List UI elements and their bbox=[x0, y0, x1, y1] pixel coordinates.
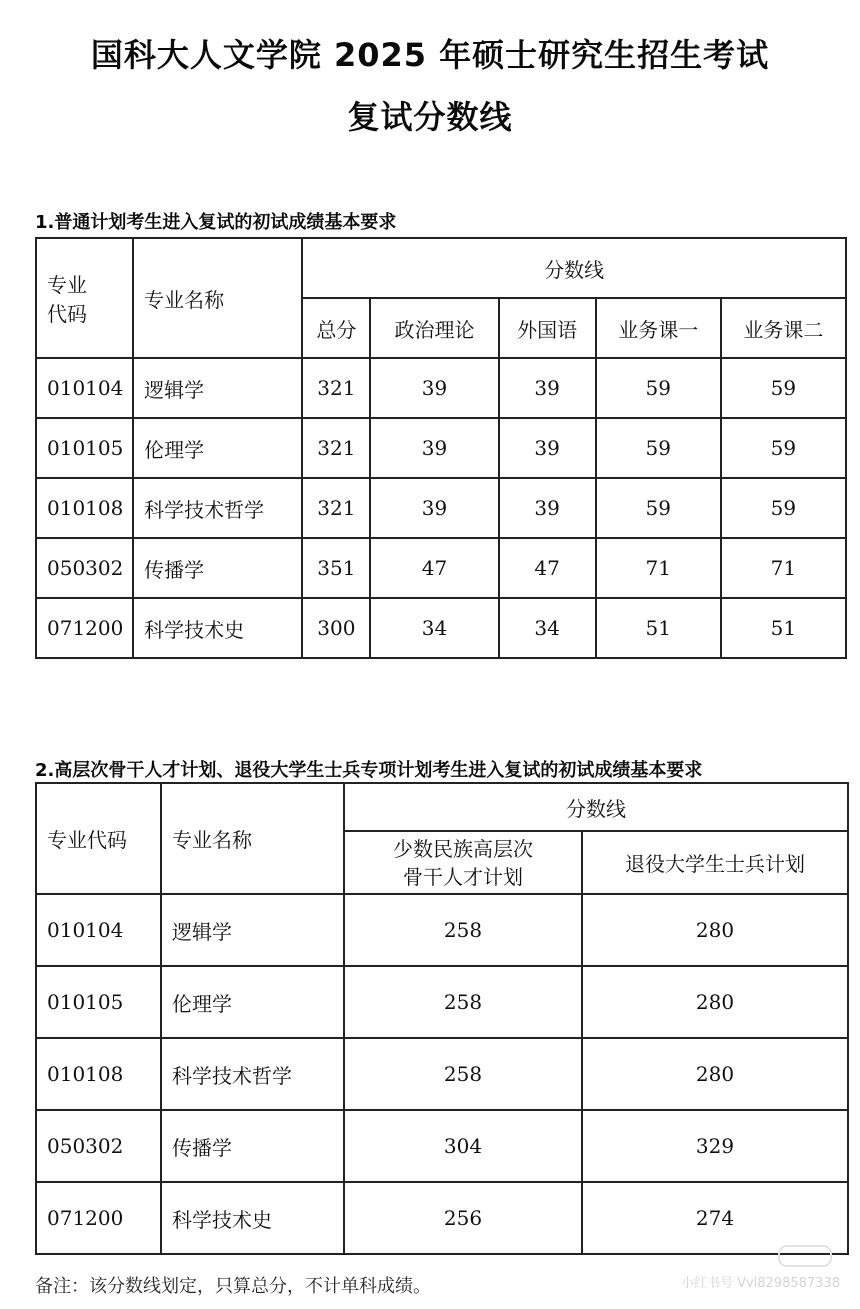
cell-minority: 304 bbox=[344, 1110, 582, 1182]
cell-foreign: 39 bbox=[499, 478, 596, 538]
cell-name: 伦理学 bbox=[133, 418, 302, 478]
section1-heading: 1.普通计划考生进入复试的初试成绩基本要求 bbox=[35, 212, 397, 233]
cell-code: 050302 bbox=[36, 1110, 161, 1182]
cell-course1: 59 bbox=[596, 358, 721, 418]
cell-code: 071200 bbox=[36, 598, 133, 658]
col-header-course1: 业务课一 bbox=[596, 298, 721, 358]
col-header-score-group: 分数线 bbox=[344, 783, 848, 831]
cell-name: 科学技术哲学 bbox=[133, 478, 302, 538]
footnote: 备注：该分数线划定，只算总分，不计单科成绩。 bbox=[35, 1276, 431, 1297]
col-header-minority-plan: 少数民族高层次 骨干人才计划 bbox=[344, 831, 582, 894]
cell-foreign: 39 bbox=[499, 358, 596, 418]
cell-name: 科学技术哲学 bbox=[161, 1038, 344, 1110]
cell-code: 010104 bbox=[36, 894, 161, 966]
cell-course1: 51 bbox=[596, 598, 721, 658]
cell-course1: 71 bbox=[596, 538, 721, 598]
col-header-name: 专业名称 bbox=[161, 783, 344, 894]
cell-politics: 39 bbox=[370, 478, 498, 538]
cell-total: 321 bbox=[302, 418, 370, 478]
col-header-code: 专业 代码 bbox=[36, 238, 133, 358]
cell-code: 010105 bbox=[36, 418, 133, 478]
table-row bbox=[36, 358, 846, 418]
table-row bbox=[36, 1110, 848, 1182]
cell-politics: 39 bbox=[370, 358, 498, 418]
cell-politics: 34 bbox=[370, 598, 498, 658]
cell-name: 逻辑学 bbox=[133, 358, 302, 418]
cell-minority: 258 bbox=[344, 1038, 582, 1110]
cell-foreign: 34 bbox=[499, 598, 596, 658]
col-header-politics: 政治理论 bbox=[370, 298, 498, 358]
cell-veteran: 280 bbox=[582, 1038, 848, 1110]
cell-foreign: 39 bbox=[499, 418, 596, 478]
cell-name: 传播学 bbox=[133, 538, 302, 598]
cell-veteran: 274 bbox=[582, 1182, 848, 1254]
table-row bbox=[36, 478, 846, 538]
watermark-text: 小红书号 Vvl8298587338 bbox=[680, 1276, 840, 1291]
watermark-logo-icon bbox=[778, 1245, 832, 1267]
col-header-score-group: 分数线 bbox=[302, 238, 846, 298]
cell-course2: 51 bbox=[721, 598, 846, 658]
cell-code: 010108 bbox=[36, 478, 133, 538]
col-header-total: 总分 bbox=[302, 298, 370, 358]
col-header-veteran-plan: 退役大学生士兵计划 bbox=[582, 831, 848, 894]
cell-course1: 59 bbox=[596, 418, 721, 478]
col-header-name: 专业名称 bbox=[133, 238, 302, 358]
cell-veteran: 280 bbox=[582, 894, 848, 966]
cell-name: 伦理学 bbox=[161, 966, 344, 1038]
col-header-course2: 业务课二 bbox=[721, 298, 846, 358]
cell-foreign: 47 bbox=[499, 538, 596, 598]
cell-politics: 47 bbox=[370, 538, 498, 598]
cell-total: 351 bbox=[302, 538, 370, 598]
col-header-foreign: 外国语 bbox=[499, 298, 596, 358]
table-row bbox=[36, 894, 848, 966]
col-header-code: 专业代码 bbox=[36, 783, 161, 894]
table-row bbox=[36, 966, 848, 1038]
cell-total: 321 bbox=[302, 358, 370, 418]
section2-heading: 2.高层次骨干人才计划、退役大学生士兵专项计划考生进入复试的初试成绩基本要求 bbox=[35, 760, 703, 781]
cell-name: 传播学 bbox=[161, 1110, 344, 1182]
cell-name: 科学技术史 bbox=[161, 1182, 344, 1254]
cell-veteran: 280 bbox=[582, 966, 848, 1038]
table-special-plan bbox=[35, 782, 849, 1255]
table-regular-plan bbox=[35, 237, 847, 659]
cell-course1: 59 bbox=[596, 478, 721, 538]
cell-code: 050302 bbox=[36, 538, 133, 598]
cell-code: 010104 bbox=[36, 358, 133, 418]
cell-total: 321 bbox=[302, 478, 370, 538]
cell-minority: 256 bbox=[344, 1182, 582, 1254]
cell-course2: 59 bbox=[721, 358, 846, 418]
cell-course2: 71 bbox=[721, 538, 846, 598]
cell-code: 010108 bbox=[36, 1038, 161, 1110]
cell-total: 300 bbox=[302, 598, 370, 658]
cell-veteran: 329 bbox=[582, 1110, 848, 1182]
table-row bbox=[36, 538, 846, 598]
cell-code: 071200 bbox=[36, 1182, 161, 1254]
page-subtitle: 复试分数线 bbox=[347, 98, 513, 136]
cell-minority: 258 bbox=[344, 894, 582, 966]
cell-politics: 39 bbox=[370, 418, 498, 478]
cell-name: 科学技术史 bbox=[133, 598, 302, 658]
table-row bbox=[36, 1182, 848, 1254]
cell-code: 010105 bbox=[36, 966, 161, 1038]
cell-minority: 258 bbox=[344, 966, 582, 1038]
cell-name: 逻辑学 bbox=[161, 894, 344, 966]
cell-course2: 59 bbox=[721, 478, 846, 538]
table-row bbox=[36, 598, 846, 658]
cell-course2: 59 bbox=[721, 418, 846, 478]
table-row bbox=[36, 1038, 848, 1110]
table-row bbox=[36, 418, 846, 478]
page-title: 国科大人文学院 2025 年硕士研究生招生考试 bbox=[90, 36, 770, 74]
